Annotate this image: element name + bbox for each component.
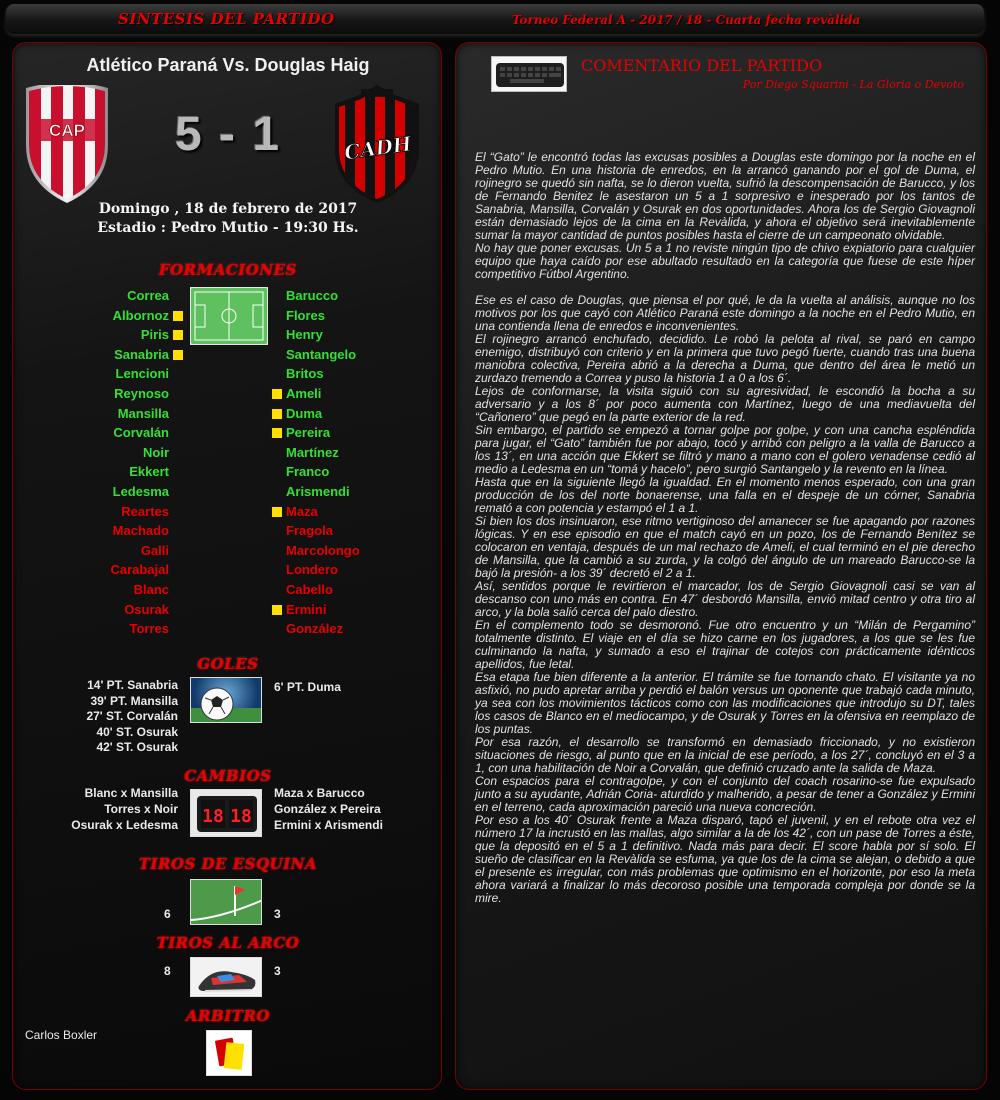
yellow-card-icon (272, 605, 282, 615)
commentary-byline: Por Diego Squarini - La Gloria o Devoto (742, 78, 964, 91)
home-player: Ekkert (129, 464, 169, 480)
home-goal-entry: 40' ST. Osurak (96, 724, 178, 739)
section-title-goles: GOLES (197, 655, 259, 673)
commentary-paragraph: Esa etapa fue bien diferente a la anterior. El trámite se fue tornando chato. El visitante ya no asfixió, no pudo apretar arriba y perdió el balón versus un oponente que trabajó cada minuto, ya sea con los movimientos tácticos como con las modificaciones que introdujo su DT, tales los casos de Blanco en el mediocampo, y de Osurak y Torres en la ofensiva en reemplazo de los puntas. (475, 670, 975, 736)
away-shots-on-target: 3 (274, 964, 281, 978)
home-player: Noir (143, 444, 169, 460)
yellow-card-icon (272, 428, 282, 438)
away-substitution-entry: González x Pereira (274, 802, 381, 817)
commentary-paragraph: Si bien los dos insinuaron, ese ritmo vertiginoso del amanecer se fue apagando por razones lógicas. Y en ese episodio en que el match cayó en un pozo, los de Fernando Benítez se colocaron en ventaja, después de un mal rechazo de Ameli, el cual terminó en el pie derecho de Mansilla, que la cambió a su zurda, y la colgó del ángulo de un mareado Barucco-se la bajó la presión- a los 39´ decretó el 2 a 1. (475, 514, 975, 580)
section-title-arbitro: ARBITRO (186, 1007, 270, 1025)
home-player: Carabajal (110, 562, 169, 578)
substitution-board-image (190, 789, 262, 837)
keyboard-icon (491, 56, 567, 92)
shoe-image (190, 957, 262, 997)
home-player: Reartes (121, 503, 169, 519)
cards-icon (206, 1030, 252, 1076)
commentary-paragraph: Hasta que en la siguiente llegó la igualdad. En el momento menos esperado, con una gran producción de los del norte bonaerense, una falla en el despeje de un córner, Sanabria remató a con potencia y estampó el 1 a 1. (475, 475, 975, 515)
away-team-crest (331, 85, 423, 203)
commentary-paragraph: El “Gato” le encontró todas las excusas posibles a Douglas este domingo por la noche en el Pedro Mutio. En una historia de enredos, en la arrancó ganando por el gol de Duma, el rojinegro se quedó sin nafta, se lo dieron vuelta, sufrió la descompensación de Barucco, y los de Fernando Benitez le asestaron un 5 a 1 sorpresivo e inesperado por los tantos de Sanabria, Mansilla, Corvalán y Osurak en dos oportunidades. Ahora los de Sergio Giovagnoli están demasiado lejos de la cima en la Revàlida, y ahora el objetivo será inevitablemente sumar la mayor cantidad de puntos posibles hasta el cierre de un campeonato olvidable. (475, 150, 975, 242)
yellow-card-icon (272, 507, 282, 517)
section-title-formaciones: FORMACIONES (159, 261, 297, 279)
away-player: Franco (286, 464, 330, 480)
away-player: Pereira (286, 425, 331, 441)
commentary-paragraph: No hay que poner excusas. Un 5 a 1 no reviste ningún tipo de chivo expiatorio para cualquier equipo que haya caído por ese abultado resultado en la categoría que fuese de este híper competitivo Fútbol Argentino. (475, 241, 975, 281)
away-player: Barucco (286, 288, 339, 303)
yellow-card-icon (173, 350, 183, 360)
away-player: González (286, 621, 344, 637)
home-player: Sanabria (114, 346, 169, 362)
yellow-card-icon (272, 409, 282, 419)
away-player: Marcolongo (286, 542, 360, 558)
home-player: Reynoso (114, 386, 169, 401)
home-corners: 6 (164, 907, 171, 921)
commentary-paragraph: El rojinegro arrancó enchufado, decidido. Le robó la pelota al rival, se paró en campo enemigo, distribuyó con criterio y en la primera que tuvo pegó fuerte, cuando tras una buena maniobra colectiva, Pereira abrió a la derecha a Duma, que dentro del área le metió un zurdazo tremendo a Correa y puso la historia 1 a 0 a los 6´. (475, 332, 975, 385)
match-summary-panel (12, 42, 442, 1090)
commentary-title: COMENTARIO DEL PARTIDO (581, 56, 823, 75)
away-substitution-entry: Maza x Barucco (274, 786, 365, 800)
away-player: Maza (286, 503, 318, 519)
away-player: Duma (286, 405, 323, 421)
away-player: Ermini (286, 601, 327, 617)
home-player: Albornoz (112, 307, 169, 323)
home-player: Corvalán (113, 425, 169, 441)
away-player: Cabello (286, 582, 333, 597)
home-player: Galli (140, 542, 169, 558)
match-score: 5 - 1 (174, 108, 282, 161)
home-shots-on-target: 8 (164, 964, 171, 978)
field-icon (190, 287, 268, 345)
match-title: Atlético Paraná Vs. Douglas Haig (86, 55, 370, 75)
corner-flag-image (190, 879, 262, 925)
away-player: Flores (286, 307, 326, 323)
away-player: Britos (286, 366, 324, 382)
home-substitution-entry: Osurak x Ledesma (71, 818, 178, 833)
away-player: Henry (286, 327, 323, 343)
header-tournament: Torneo Federal A - 2017 / 18 - Cuarta fecha revàlida (512, 13, 861, 27)
home-player: Machado (112, 523, 169, 539)
away-corners: 3 (274, 907, 281, 921)
home-goal-entry: 39' PT. Mansilla (90, 693, 178, 708)
home-player: Lencioni (115, 366, 169, 382)
home-player: Ledesma (112, 484, 169, 499)
commentary-paragraph: Así, sentidos porque le revirtieron el marcador, los de Sergio Giovagnoli casi se van al descanso con uno más en contra. En 47´ desbordó Mansilla, envió mitad centro y otra tiro al arco, y la bola salió cerca del palo diestro. (475, 579, 975, 619)
home-player: Blanc (133, 582, 169, 597)
header-title: SINTESIS DEL PARTIDO (118, 10, 335, 28)
away-player: Londero (286, 562, 338, 578)
commentary-paragraph: Sin embargo, el partido se empezó a tornar golpe por golpe, y con una cancha espléndida para jugar, el “Gato” también fue por abajo, tocó y arribó con peligro a la valla de Barucco a los 13´, en una acción que Ekkert se filtró y mano a mano con el golero venadense cedió al medio a Ledesma en un “tomá y hacelo”, pero surgió Santangelo y la revento en la línea. (475, 423, 975, 476)
match-date: Domingo , 18 de febrero de 2017 (98, 201, 358, 217)
home-crest-text: CAP (49, 121, 85, 140)
commentary-paragraph: Con espacios para el contragolpe, y con el conjunto del coach rosarino-se fue expulsado junto a su ayudante, Adrián Coria- aturdido y malherido, a pesar de tener a González y Ermini en el terreno, cada aproximación pareció una nueva concreción. (475, 774, 975, 814)
home-substitution-entry: Blanc x Mansilla (84, 786, 178, 800)
away-player: Martínez (286, 444, 339, 460)
home-player: Correa (127, 288, 169, 303)
sub-board-in: 18 (230, 806, 252, 827)
sub-board-out: 18 (202, 806, 224, 827)
home-player: Mansilla (117, 405, 169, 421)
home-goal-entry: 42' ST. Osurak (96, 740, 178, 755)
away-substitution-entry: Ermini x Arismendi (274, 818, 383, 833)
away-player: Fragola (286, 523, 333, 539)
commentary-paragraph: En el complemento todo se desmoronó. Fue otro encuentro y un “Milán de Pergamino” totalmente distinto. El viaje en el día se hizo carne en los jugadores, a los que se les fue culminando la nafta, y sumado a eso el trajinar de cotejos con prácticamente idénticos apellidos, fue letal. (475, 618, 975, 671)
home-team-crest (21, 85, 113, 203)
goal-ball-image (190, 677, 262, 723)
section-title-tiros-arco: TIROS AL ARCO (156, 934, 300, 952)
away-player: Ameli (286, 386, 322, 401)
home-substitution-entry: Torres x Noir (104, 802, 178, 817)
commentary-panel (455, 42, 987, 1090)
home-player: Osurak (124, 601, 169, 617)
commentary-paragraph: Ese es el caso de Douglas, que piensa el por qué, le da la vuelta al análisis, aunque no los motivos por los que cayó con Atlético Paraná este domingo a la noche en el Pedro Mutio, en una contienda llena de enredos e inconvenientes. (475, 293, 975, 333)
yellow-card-icon (173, 311, 183, 321)
match-venue: Estadio : Pedro Mutio - 19:30 Hs. (97, 220, 359, 236)
commentary-paragraph: Lejos de conformarse, la visita siguió con su agresividad, le escondió la bocha a su adversario y a los 8´ por poco aumenta con Martínez, luego de una mediavuelta del “Cañonero” que pegó en la parte exterior de la red. (475, 384, 975, 424)
home-goal-entry: 27' ST. Corvalán (86, 709, 178, 724)
referee-name: Carlos Boxler (25, 1028, 98, 1042)
away-goal-entry: 6' PT. Duma (274, 680, 341, 694)
home-player: Torres (129, 621, 169, 637)
section-title-tiros-esquina: TIROS DE ESQUINA (138, 855, 318, 873)
section-title-cambios: CAMBIOS (184, 767, 272, 785)
away-player: Santangelo (286, 346, 357, 362)
home-player: Piris (140, 327, 169, 343)
commentary-body (475, 151, 975, 905)
commentary-paragraph: Por esa razón, el desarrollo se transformó en demasiado friccionado, y no existieron situaciones de riesgo, al punto que en la inicial de ese período, a los 27´, concluyó en el 3 a 1, con una habilitación de Noir a Corvalán, que definió cruzado ante la salida de Maza. (475, 735, 975, 775)
top-header-bar (6, 4, 984, 34)
home-goal-entry: 14' PT. Sanabria (87, 678, 178, 692)
away-crest-text: CADH (342, 131, 414, 165)
yellow-card-icon (173, 330, 183, 340)
away-player: Arismendi (286, 484, 350, 499)
yellow-card-icon (272, 389, 282, 399)
commentary-paragraph: Por eso a los 40´ Osurak frente a Maza disparó, tapó el juvenil, y en el rebote otra vez el número 17 la incrustó en las mallas, algo similar a la de los 42´, con un pase de Torres a éste, que la depositó en el 5 a 1 definitivo. Nada más para decir. El score habla por sí solo. El sueño de clasificar en la Revàlida se esfuma, ya que los de la cima se alejan, o debido a que el presente es irregular, con más problemas que optimismo en el horizonte, por eso la meta ahora variará a finalizar lo más decoroso posible una temporada compleja por donde se la mire. (475, 813, 975, 905)
